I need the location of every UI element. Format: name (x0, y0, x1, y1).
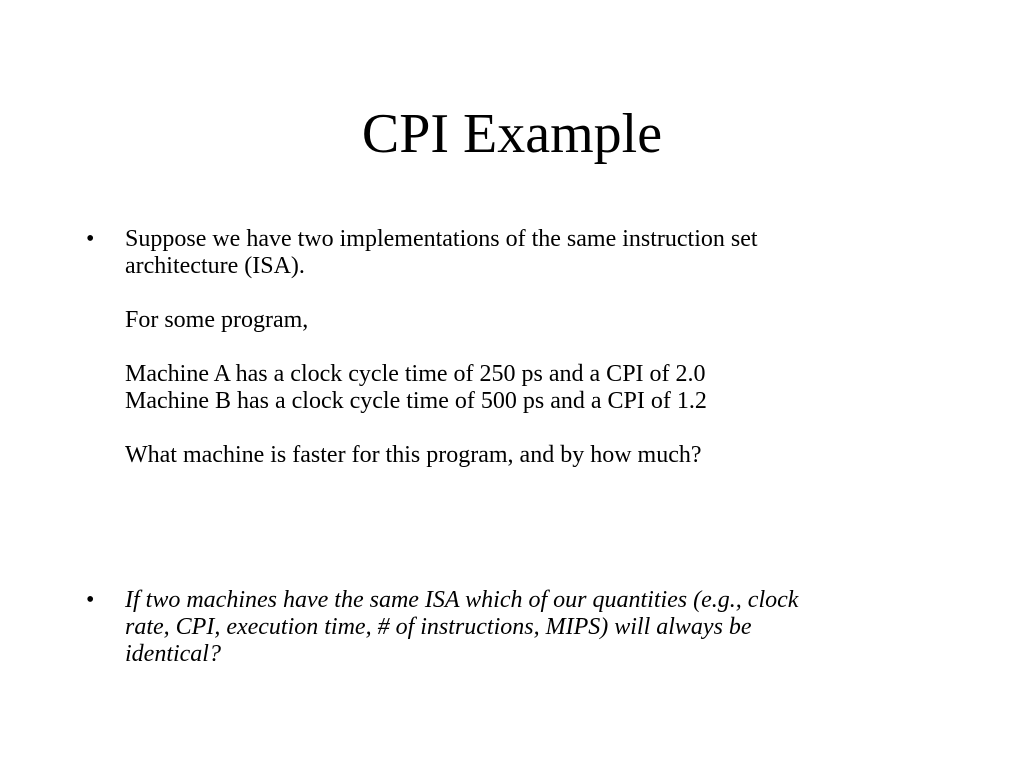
text-line: identical? (125, 641, 221, 667)
spacer (125, 334, 935, 361)
text-line-machine-a: Machine A has a clock cycle time of 250 ps and a CPI of 2.0 (125, 361, 706, 387)
bullet-icon: • (86, 587, 95, 613)
text-line: Suppose we have two implementations of the same instruction set (125, 226, 758, 252)
text-line: architecture (ISA). (125, 253, 305, 279)
text-line: For some program, (125, 307, 309, 333)
spacer (125, 415, 935, 442)
spacer (125, 280, 935, 307)
bullet-icon: • (86, 226, 95, 252)
text-line-question: What machine is faster for this program, and by how much? (125, 442, 702, 468)
text-line: If two machines have the same ISA which of our quantities (e.g., clock (125, 587, 799, 613)
text-line-machine-b: Machine B has a clock cycle time of 500 ps and a CPI of 1.2 (125, 388, 707, 414)
text-line: rate, CPI, execution time, # of instructions, MIPS) will always be (125, 614, 752, 640)
bullet-text (125, 226, 935, 469)
bullet-text (125, 587, 935, 668)
slide-title: CPI Example (361, 103, 663, 165)
